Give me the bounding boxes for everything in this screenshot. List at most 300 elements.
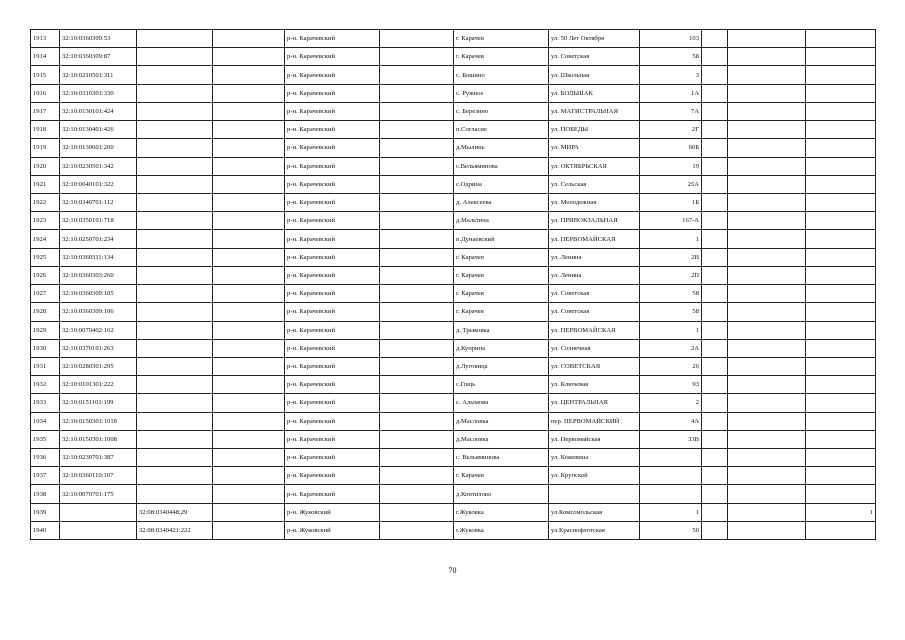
table-row (31, 521, 876, 539)
empty-cell (702, 48, 728, 66)
house-number-cell: 3 (640, 66, 702, 84)
secondary-cadastral-cell (137, 102, 213, 120)
street-cell: ул.Краснофлотская (549, 521, 640, 539)
empty-cell (702, 266, 728, 284)
extra-value-cell (806, 521, 876, 539)
secondary-cadastral-cell (137, 139, 213, 157)
empty-cell (380, 339, 454, 357)
district-cell: р-н. Карачевский (285, 248, 380, 266)
row-number-cell: 1933 (31, 394, 60, 412)
secondary-cadastral-cell (137, 266, 213, 284)
empty-cell (380, 467, 454, 485)
house-number-cell: 1 (640, 230, 702, 248)
house-number-cell: 2А (640, 339, 702, 357)
empty-cell (702, 503, 728, 521)
empty-cell (380, 394, 454, 412)
locality-cell: г. Карачев (454, 30, 549, 48)
extra-value-cell (806, 212, 876, 230)
row-number-cell: 1915 (31, 66, 60, 84)
locality-cell: д.Мальтина (454, 212, 549, 230)
cadastral-number-cell: 32:10:0360311:134 (60, 248, 137, 266)
district-cell: р-н. Карачевский (285, 339, 380, 357)
secondary-cadastral-cell (137, 303, 213, 321)
empty-cell (213, 266, 285, 284)
empty-cell (380, 175, 454, 193)
table-row (31, 266, 876, 284)
house-number-cell: 1А (640, 84, 702, 102)
empty-cell (728, 394, 806, 412)
house-number-cell: 26 (640, 357, 702, 375)
cadastral-number-cell: 32:10:0130101:424 (60, 102, 137, 120)
empty-cell (380, 230, 454, 248)
empty-cell (702, 175, 728, 193)
table-body (31, 30, 876, 540)
extra-value-cell (806, 412, 876, 430)
secondary-cadastral-cell (137, 485, 213, 503)
table-row (31, 321, 876, 339)
secondary-cadastral-cell (137, 84, 213, 102)
cadastral-number-cell: 32:10:0150301:1008 (60, 430, 137, 448)
empty-cell (380, 321, 454, 339)
empty-cell (380, 449, 454, 467)
street-cell: ул. ПОБЕДЫ (549, 121, 640, 139)
secondary-cadastral-cell (137, 357, 213, 375)
secondary-cadastral-cell (137, 285, 213, 303)
empty-cell (380, 30, 454, 48)
row-number-cell: 1931 (31, 357, 60, 375)
empty-cell (213, 84, 285, 102)
empty-cell (213, 376, 285, 394)
table-row (31, 285, 876, 303)
empty-cell (728, 376, 806, 394)
house-number-cell (640, 467, 702, 485)
extra-value-cell (806, 449, 876, 467)
district-cell: р-н. Карачевский (285, 66, 380, 84)
extra-value-cell (806, 48, 876, 66)
row-number-cell: 1929 (31, 321, 60, 339)
row-number-cell: 1938 (31, 485, 60, 503)
empty-cell (728, 266, 806, 284)
house-number-cell: 50 (640, 521, 702, 539)
table-row (31, 230, 876, 248)
district-cell: р-н. Карачевский (285, 157, 380, 175)
district-cell: р-н. Карачевский (285, 376, 380, 394)
empty-cell (380, 157, 454, 175)
district-cell: р-н. Карачевский (285, 303, 380, 321)
cadastral-number-cell: 32:10:0040101:322 (60, 175, 137, 193)
extra-value-cell (806, 467, 876, 485)
district-cell: р-н. Карачевский (285, 467, 380, 485)
street-cell (549, 485, 640, 503)
empty-cell (702, 102, 728, 120)
secondary-cadastral-cell (137, 321, 213, 339)
street-cell: ул. Солнечная (549, 339, 640, 357)
empty-cell (702, 357, 728, 375)
house-number-cell: 60Б (640, 139, 702, 157)
empty-cell (213, 230, 285, 248)
cadastral-number-cell: 32:10:0340701:112 (60, 193, 137, 211)
table-row (31, 357, 876, 375)
district-cell: р-н. Карачевский (285, 102, 380, 120)
row-number-cell: 1918 (31, 121, 60, 139)
street-cell: ул. Ленина (549, 248, 640, 266)
table-row (31, 102, 876, 120)
cadastral-number-cell: 32:10:0360309:53 (60, 30, 137, 48)
district-cell: р-н. Карачевский (285, 84, 380, 102)
extra-value-cell (806, 357, 876, 375)
cadastral-number-cell: 32:10:0210501:311 (60, 66, 137, 84)
empty-cell (213, 193, 285, 211)
district-cell: р-н. Жуковский (285, 521, 380, 539)
empty-cell (702, 339, 728, 357)
empty-cell (702, 30, 728, 48)
cadastral-number-cell: 32:10:0130601:200 (60, 139, 137, 157)
row-number-cell: 1923 (31, 212, 60, 230)
empty-cell (702, 139, 728, 157)
house-number-cell: 58 (640, 303, 702, 321)
empty-cell (380, 102, 454, 120)
extra-value-cell (806, 485, 876, 503)
secondary-cadastral-cell (137, 175, 213, 193)
district-cell: р-н. Карачевский (285, 357, 380, 375)
extra-value-cell (806, 30, 876, 48)
street-cell: ул. Ленина (549, 266, 640, 284)
extra-value-cell (806, 175, 876, 193)
extra-value-cell (806, 230, 876, 248)
empty-cell (380, 266, 454, 284)
row-number-cell: 1927 (31, 285, 60, 303)
district-cell: р-н. Карачевский (285, 285, 380, 303)
cadastral-number-cell: 32:10:0370101:263 (60, 339, 137, 357)
cadastral-number-cell: 32:10:0280301:295 (60, 357, 137, 375)
empty-cell (380, 212, 454, 230)
empty-cell (702, 321, 728, 339)
row-number-cell: 1916 (31, 84, 60, 102)
empty-cell (380, 430, 454, 448)
table-row (31, 485, 876, 503)
page-number: 70 (448, 566, 457, 575)
empty-cell (380, 485, 454, 503)
locality-cell: г. Карачев (454, 266, 549, 284)
empty-cell (213, 248, 285, 266)
table-row (31, 121, 876, 139)
extra-value-cell (806, 121, 876, 139)
empty-cell (702, 467, 728, 485)
cadastral-number-cell (60, 503, 137, 521)
empty-cell (728, 193, 806, 211)
empty-cell (380, 139, 454, 157)
empty-cell (702, 412, 728, 430)
locality-cell: г. Карачев (454, 48, 549, 66)
table-row (31, 48, 876, 66)
locality-cell: с. Вельяминова (454, 449, 549, 467)
empty-cell (728, 449, 806, 467)
empty-cell (213, 102, 285, 120)
empty-cell (380, 193, 454, 211)
empty-cell (728, 303, 806, 321)
empty-cell (213, 139, 285, 157)
cadastral-number-cell: 32:10:0230501:342 (60, 157, 137, 175)
district-cell: р-н. Жуковский (285, 503, 380, 521)
secondary-cadastral-cell (137, 193, 213, 211)
empty-cell (213, 303, 285, 321)
empty-cell (380, 357, 454, 375)
empty-cell (728, 467, 806, 485)
extra-value-cell (806, 248, 876, 266)
empty-cell (213, 30, 285, 48)
empty-cell (213, 503, 285, 521)
empty-cell (728, 248, 806, 266)
empty-cell (728, 430, 806, 448)
cadastral-number-cell: 32:10:0360110:107 (60, 467, 137, 485)
street-cell: ул.Комсомольская (549, 503, 640, 521)
empty-cell (728, 175, 806, 193)
row-number-cell: 1913 (31, 30, 60, 48)
row-number-cell: 1921 (31, 175, 60, 193)
empty-cell (702, 66, 728, 84)
house-number-cell: 93 (640, 376, 702, 394)
district-cell: р-н. Карачевский (285, 230, 380, 248)
cadastral-number-cell (60, 521, 137, 539)
row-number-cell: 1922 (31, 193, 60, 211)
house-number-cell: 167-А (640, 212, 702, 230)
locality-cell: п.Согласие (454, 121, 549, 139)
district-cell: р-н. Карачевский (285, 321, 380, 339)
house-number-cell (640, 449, 702, 467)
street-cell: ул. Школьная (549, 66, 640, 84)
house-number-cell: 1Б (640, 193, 702, 211)
table-row (31, 430, 876, 448)
street-cell: ул. Молодежная (549, 193, 640, 211)
house-number-cell: 1 (640, 503, 702, 521)
locality-cell: г. Карачев (454, 467, 549, 485)
house-number-cell: 103 (640, 30, 702, 48)
street-cell: ул. Крупской (549, 467, 640, 485)
district-cell: р-н. Карачевский (285, 485, 380, 503)
empty-cell (702, 376, 728, 394)
table-row (31, 193, 876, 211)
cadastral-number-cell: 32:10:0310301:330 (60, 84, 137, 102)
cadastral-number-cell: 32:10:0101301:222 (60, 376, 137, 394)
locality-cell: с.Вельяминова (454, 157, 549, 175)
extra-value-cell (806, 339, 876, 357)
cadastral-number-cell: 32:10:0070402:162 (60, 321, 137, 339)
cadastral-number-cell: 32:10:0360303:260 (60, 266, 137, 284)
locality-cell: г.Жуковка (454, 503, 549, 521)
empty-cell (213, 485, 285, 503)
cadastral-number-cell: 32:10:0151101:199 (60, 394, 137, 412)
street-cell: ул. ОКТЯБРЬСКАЯ (549, 157, 640, 175)
locality-cell: с. Алымова (454, 394, 549, 412)
cadastral-number-cell: 32:10:0360309:105 (60, 285, 137, 303)
empty-cell (728, 30, 806, 48)
street-cell: ул. ПЕРВОМАЙСКАЯ (549, 321, 640, 339)
locality-cell: г. Карачев (454, 285, 549, 303)
table-row (31, 139, 876, 157)
empty-cell (728, 66, 806, 84)
table-row (31, 248, 876, 266)
district-cell: р-н. Карачевский (285, 193, 380, 211)
house-number-cell: 1 (640, 321, 702, 339)
empty-cell (728, 157, 806, 175)
locality-cell: с. Бошино (454, 66, 549, 84)
district-cell: р-н. Карачевский (285, 121, 380, 139)
row-number-cell: 1932 (31, 376, 60, 394)
street-cell: ул. Сельская (549, 175, 640, 193)
extra-value-cell (806, 102, 876, 120)
empty-cell (380, 248, 454, 266)
street-cell: ул. МАГИСТРАЛЬНАЯ (549, 102, 640, 120)
house-number-cell: 19 (640, 157, 702, 175)
extra-value-cell (806, 66, 876, 84)
secondary-cadastral-cell: 32:08:0340448:29 (137, 503, 213, 521)
cadastral-number-cell: 32:10:0130401:426 (60, 121, 137, 139)
secondary-cadastral-cell (137, 430, 213, 448)
secondary-cadastral-cell (137, 339, 213, 357)
table-row (31, 467, 876, 485)
table-row (31, 175, 876, 193)
street-cell: ул. 50 Лет Октября (549, 30, 640, 48)
row-number-cell: 1914 (31, 48, 60, 66)
house-number-cell: 4А (640, 412, 702, 430)
table-row (31, 66, 876, 84)
empty-cell (728, 339, 806, 357)
street-cell: ул. БОЛЬШАК (549, 84, 640, 102)
table-row (31, 157, 876, 175)
extra-value-cell (806, 430, 876, 448)
empty-cell (380, 48, 454, 66)
empty-cell (728, 230, 806, 248)
secondary-cadastral-cell (137, 121, 213, 139)
empty-cell (728, 321, 806, 339)
cadastral-number-cell: 32:10:0070701:175 (60, 485, 137, 503)
street-cell: ул. Кожевина (549, 449, 640, 467)
empty-cell (728, 503, 806, 521)
extra-value-cell (806, 303, 876, 321)
empty-cell (702, 157, 728, 175)
empty-cell (728, 102, 806, 120)
locality-cell: с. Березино (454, 102, 549, 120)
secondary-cadastral-cell (137, 66, 213, 84)
empty-cell (702, 193, 728, 211)
empty-cell (380, 303, 454, 321)
empty-cell (380, 121, 454, 139)
locality-cell: д. Трыковка (454, 321, 549, 339)
locality-cell: д.Масловка (454, 430, 549, 448)
empty-cell (213, 121, 285, 139)
secondary-cadastral-cell (137, 467, 213, 485)
empty-cell (728, 521, 806, 539)
row-number-cell: 1920 (31, 157, 60, 175)
empty-cell (213, 157, 285, 175)
street-cell: ул. МИРА (549, 139, 640, 157)
extra-value-cell: 1 (806, 503, 876, 521)
empty-cell (728, 412, 806, 430)
street-cell: ул. Первомайская (549, 430, 640, 448)
locality-cell: с.Одрина (454, 175, 549, 193)
cadastral-number-cell: 32:10:0350101:718 (60, 212, 137, 230)
district-cell: р-н. Карачевский (285, 449, 380, 467)
empty-cell (702, 521, 728, 539)
empty-cell (213, 467, 285, 485)
table-row (31, 339, 876, 357)
empty-cell (213, 321, 285, 339)
empty-cell (702, 303, 728, 321)
locality-cell: д.Куприна (454, 339, 549, 357)
empty-cell (213, 357, 285, 375)
empty-cell (728, 485, 806, 503)
empty-cell (380, 285, 454, 303)
street-cell: ул. СОВЕТСКАЯ (549, 357, 640, 375)
street-cell: ул. ПРИВОКЗАЛЬНАЯ (549, 212, 640, 230)
empty-cell (380, 66, 454, 84)
district-cell: р-н. Карачевский (285, 175, 380, 193)
empty-cell (213, 412, 285, 430)
secondary-cadastral-cell (137, 48, 213, 66)
empty-cell (380, 521, 454, 539)
empty-cell (213, 430, 285, 448)
row-number-cell: 1940 (31, 521, 60, 539)
cadastral-number-cell: 32:10:0150301:1018 (60, 412, 137, 430)
locality-cell: д. Алексеева (454, 193, 549, 211)
empty-cell (702, 449, 728, 467)
cadastral-number-cell: 32:10:0360309:87 (60, 48, 137, 66)
locality-cell: д.Коптилово (454, 485, 549, 503)
locality-cell: п.Дунаевский (454, 230, 549, 248)
house-number-cell: 2П (640, 266, 702, 284)
district-cell: р-н. Карачевский (285, 30, 380, 48)
extra-value-cell (806, 193, 876, 211)
secondary-cadastral-cell (137, 248, 213, 266)
locality-cell: с.Гощь (454, 376, 549, 394)
empty-cell (702, 485, 728, 503)
street-cell: ул. Советская (549, 285, 640, 303)
empty-cell (728, 139, 806, 157)
street-cell: ул. ЦЕНТРАЛЬНАЯ (549, 394, 640, 412)
empty-cell (213, 394, 285, 412)
empty-cell (728, 48, 806, 66)
district-cell: р-н. Карачевский (285, 412, 380, 430)
locality-cell: д.Луговица (454, 357, 549, 375)
extra-value-cell (806, 84, 876, 102)
extra-value-cell (806, 321, 876, 339)
cadastral-number-cell: 32:10:0360309:106 (60, 303, 137, 321)
house-number-cell: 2В (640, 248, 702, 266)
extra-value-cell (806, 139, 876, 157)
secondary-cadastral-cell (137, 230, 213, 248)
empty-cell (728, 212, 806, 230)
table-row (31, 412, 876, 430)
district-cell: р-н. Карачевский (285, 139, 380, 157)
row-number-cell: 1928 (31, 303, 60, 321)
empty-cell (702, 212, 728, 230)
house-number-cell: 58 (640, 48, 702, 66)
locality-cell: д.Мылинь (454, 139, 549, 157)
district-cell: р-н. Карачевский (285, 394, 380, 412)
district-cell: р-н. Карачевский (285, 430, 380, 448)
empty-cell (380, 503, 454, 521)
street-cell: пер. ПЕРВОМАЙСКИЙ (549, 412, 640, 430)
row-number-cell: 1930 (31, 339, 60, 357)
row-number-cell: 1935 (31, 430, 60, 448)
row-number-cell: 1936 (31, 449, 60, 467)
secondary-cadastral-cell (137, 376, 213, 394)
row-number-cell: 1919 (31, 139, 60, 157)
table-row (31, 303, 876, 321)
secondary-cadastral-cell (137, 449, 213, 467)
street-cell: ул. Ключевая (549, 376, 640, 394)
house-number-cell: 2 (640, 394, 702, 412)
